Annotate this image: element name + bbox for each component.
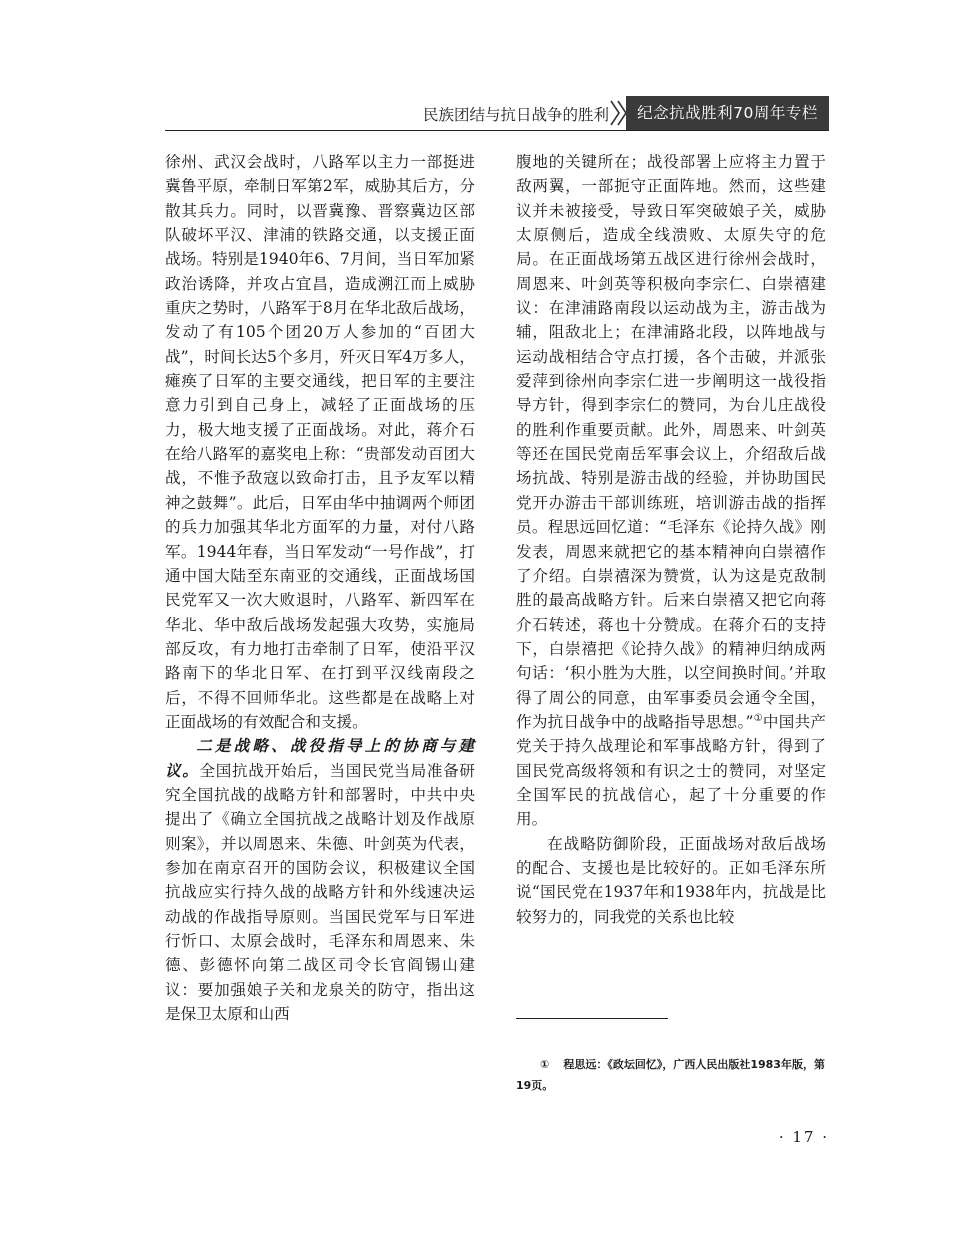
paragraph [165, 734, 475, 1026]
paragraph-text: 中国共产党关于持久战理论和军事战略方针，得到了国民党高级将领和有识之士的赞同，对坚定全国军民的抗战信心，起了十分重要的作用。 [516, 712, 826, 829]
paragraph-body: 全国抗战开始后，当国民党当局准备研究全国抗战的战略方针和部署时，中共中央提出了《确立全国抗战之战略计划及作战原则案》，并以周恩来、朱德、叶剑英为代表，参加在南京召开的国防会议，积极建议全国抗战应实行持久战的战略方针和外线速决运动战的作战指导原则。当国民党军与日军进行忻口、太原会战时，毛泽东和周恩来、朱德、彭德怀向第二战区司令长官阎锡山建议：要加强娘子关和龙泉关的防守，指出这是保卫太原和山西 [165, 761, 475, 1024]
footnote [516, 1054, 826, 1096]
paragraph-lead: 二是战略、战役指导上的协商与建议。 [165, 737, 475, 780]
footnote-reference[interactable]: ① [753, 712, 763, 724]
paragraph: 在战略防御阶段，正面战场对敌后战场的配合、支援也是比较好的。正如毛泽东所说“国民党在1937年和1938年内，抗战是比较努力的，同我党的关系也比较 [516, 834, 826, 926]
footnote-divider [516, 1018, 668, 1019]
footnote-text: 程思远：《政坛回忆》，广西人民出版社1983年版，第19页。 [516, 1058, 825, 1092]
column-banner: 纪念抗战胜利70周年专栏 [626, 96, 829, 130]
paragraph: 徐州、武汉会战时，八路军以主力一部挺进冀鲁平原，牵制日军第2军，威胁其后方，分散其兵力。同时，以晋冀豫、晋察冀边区部队破坏平汉、津浦的铁路交通，以支援正面战场。特别是1940年6、7月间，当日军加紧政治诱降，并攻占宜昌，造成溯江而上威胁重庆之势时，八路军于8月在华北敌后战场，发动了有105个团20万人参加的“百团大战”，时间长达5个多月，歼灭日军4万多人，瘫痪了日军的主要交通线，把日军的主要注意力引到自己身上，减轻了正面战场的压力，极大地支援了正面战场。对此，蒋介石在给八路军的嘉奖电上称：“贵部发动百团大战，不惟予敌寇以致命打击，且予友军以精神之鼓舞”。此后，日军由华中抽调两个师团的兵力加强其华北方面军的力量，对付八路军。1944年春，当日军发动“一号作战”，打通中国大陆至东南亚的交通线，正面战场国民党军又一次大败退时，八路军、新四军在华北、华中敌后战场发起强大攻势，实施局部反攻，有力地打击牵制了日军，使沿平汉路南下的华北日军、在打到平汉线南段之后，不得不回师华北。这些都是在战略上对正面战场的有效配合和支援。 [165, 153, 475, 731]
right-text-column [516, 150, 826, 929]
page-number: · 17 · [778, 1128, 829, 1146]
running-header [165, 96, 829, 131]
paragraph-text: 腹地的关键所在；战役部署上应将主力置于敌两翼，一部扼守正面阵地。然而，这些建议并未被接受，导致日军突破娘子关，威胁太原侧后，造成全线溃败、太原失守的危局。在正面战场第五战区进行徐州会战时，周恩来、叶剑英等积极向李宗仁、白崇禧建议：在津浦路南段以运动战为主，游击战为辅，阻敌北上；在津浦路北段，以阵地战与运动战相结合守点打援，各个击破，并派张爱萍到徐州向李宗仁进一步阐明这一战役指导方针，得到李宗仁的赞同，为台儿庄战役的胜利作重要贡献。此外，周恩来、叶剑英等还在国民党南岳军事会议上，介绍敌后战场抗战、特别是游击战的经验，并协助国民党开办游击干部训练班，培训游击战的指挥员。程思远回忆道：“毛泽东《论持久战》刚发表，周恩来就把它的基本精神向白崇禧作了介绍。白崇禧深为赞赏，认为这是克敌制胜的最高战略方针。后来白崇禧又把它向蒋介石转述，蒋也十分赞成。在蒋介石的支持下，白崇禧把《论持久战》的精神归纳成两句话：‘积小胜为大胜，以空间换时间。’并取得了周公的同意，由军事委员会通令全国，作为抗日战争中的战略指导思想。” [516, 153, 826, 731]
section-title: 民族团结与抗日战争的胜利 [422, 106, 609, 124]
left-text-column [165, 150, 475, 1026]
paragraph [516, 150, 826, 832]
footnote-marker: ① [540, 1058, 550, 1071]
